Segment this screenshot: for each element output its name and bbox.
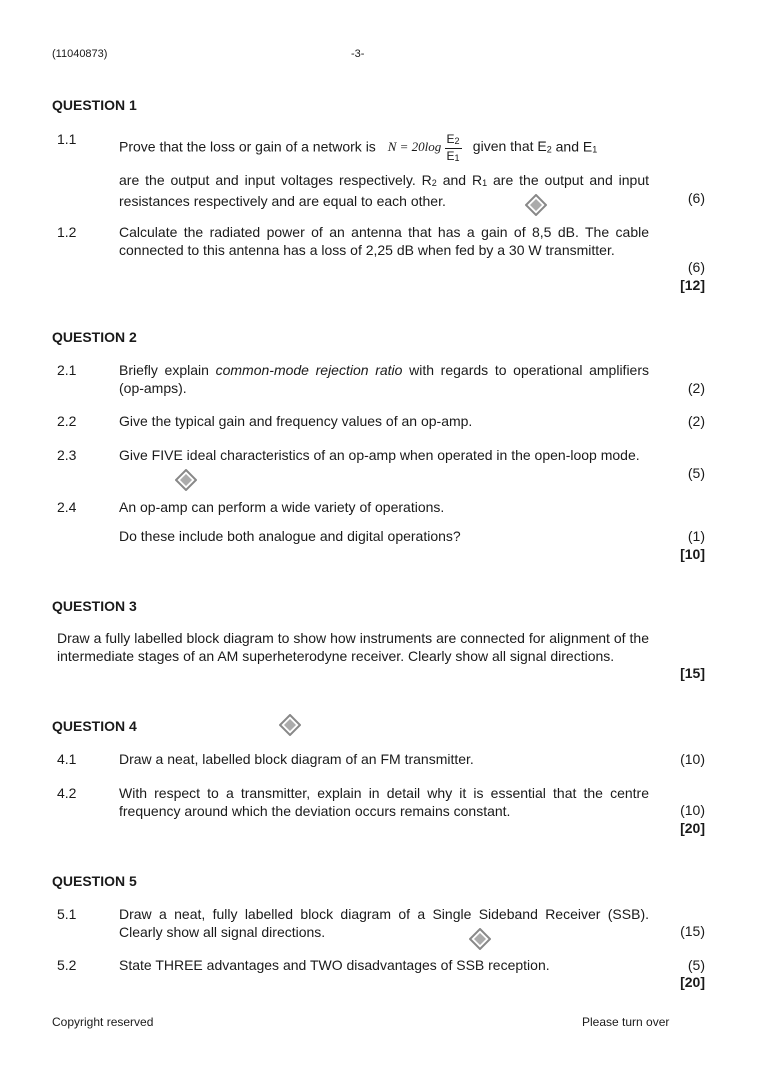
- e1-sub: 1: [592, 144, 598, 155]
- item-5-2-number: 5.2: [57, 957, 77, 973]
- question-4-title: QUESTION 4: [52, 718, 137, 734]
- question-3-title: QUESTION 3: [52, 598, 137, 614]
- item-5-1-text: Draw a neat, fully labelled block diagram of a Single Sideband Receiver (SSB). Clearly show all signal directions.: [119, 906, 649, 940]
- item-2-1-mark: (2): [687, 380, 705, 396]
- item-1-1-number: 1.1: [57, 131, 77, 147]
- question-2-total: [10]: [680, 546, 705, 562]
- formula-denominator-sub: 1: [454, 153, 460, 163]
- footer-copyright: Copyright reserved: [52, 1015, 154, 1029]
- question-4-total: [20]: [680, 820, 705, 836]
- item-2-2-number: 2.2: [57, 413, 77, 429]
- item-2-3-mark: (5): [687, 465, 705, 481]
- item-2-2-text: Give the typical gain and frequency values of an op-amp.: [119, 413, 473, 429]
- question-5-total: [20]: [680, 974, 705, 990]
- item-1-1-mark: (6): [687, 190, 705, 206]
- item-2-2-mark: (2): [687, 413, 705, 429]
- item-1-1-line2-b: and R: [436, 172, 483, 188]
- item-2-1-number: 2.1: [57, 362, 77, 378]
- diamond-watermark-icon: [469, 928, 491, 950]
- exam-code: (11040873): [52, 48, 108, 60]
- diamond-watermark-icon: [525, 194, 547, 216]
- question-5-title: QUESTION 5: [52, 873, 137, 889]
- item-5-1-number: 5.1: [57, 906, 77, 922]
- diamond-watermark-icon: [175, 469, 197, 491]
- question-3-text: Draw a fully labelled block diagram to show how instruments are connected for alignment of the intermediate stages of an AM superheterodyne receiver. Clearly show all signal directions.: [57, 630, 649, 664]
- formula-fraction: [445, 132, 462, 165]
- item-1-1-text-b: given that E: [472, 138, 547, 155]
- item-1-1-first-line: [119, 132, 659, 165]
- item-5-2-text: State THREE advantages and TWO disadvantages of SSB reception.: [119, 957, 550, 973]
- item-4-1-number: 4.1: [57, 751, 77, 767]
- item-1-1-second-line: [119, 172, 649, 210]
- item-2-4-mark: (1): [687, 528, 705, 544]
- r1-sub: 1: [482, 178, 488, 188]
- item-1-1-line2-c: are the output and input resistances respectively and are equal to each other.: [119, 172, 649, 209]
- item-2-1-emphasis: common-mode rejection ratio: [215, 362, 403, 378]
- item-2-4-text-2: Do these include both analogue and digital operations?: [119, 528, 461, 544]
- item-1-1-text-c: and E: [551, 138, 593, 155]
- item-2-1-text-a: Briefly explain: [119, 362, 216, 378]
- item-5-1-mark: (15): [680, 923, 705, 939]
- item-2-1-text-b: with regards to operational amplifiers (op-amps).: [119, 362, 650, 396]
- item-4-2-number: 4.2: [57, 785, 77, 801]
- item-1-2-number: 1.2: [57, 224, 77, 240]
- r2-sub: 2: [431, 178, 437, 188]
- item-1-2-text: Calculate the radiated power of an antenna that has a gain of 8,5 dB. The cable connected to this antenna has a loss of 2,25 dB when fed by a 30 W transmitter.: [119, 224, 649, 258]
- page-number: -3-: [351, 48, 365, 60]
- formula-n: N = 20log: [387, 139, 442, 155]
- item-4-1-text: Draw a neat, labelled block diagram of an FM transmitter.: [119, 751, 474, 767]
- footer-turn-over: Please turn over: [582, 1015, 670, 1029]
- item-5-2-mark: (5): [687, 957, 705, 973]
- question-1-total: [12]: [680, 277, 705, 293]
- item-2-3-number: 2.3: [57, 447, 77, 463]
- item-1-2-mark: (6): [687, 259, 705, 275]
- item-1-1-line2-a: are the output and input voltages respectively. R: [119, 172, 432, 188]
- question-3-total: [15]: [680, 665, 705, 681]
- item-4-2-mark: (10): [680, 802, 705, 818]
- question-1-title: QUESTION 1: [52, 97, 137, 113]
- item-4-1-mark: (10): [680, 751, 705, 767]
- diamond-watermark-icon: [279, 714, 301, 736]
- formula: [387, 132, 465, 163]
- item-2-1-text: [119, 362, 649, 397]
- formula-denominator: E: [446, 149, 455, 163]
- item-2-3-text: Give FIVE ideal characteristics of an op-amp when operated in the open-loop mode.: [119, 447, 640, 463]
- question-2-title: QUESTION 2: [52, 329, 137, 345]
- item-2-4-number: 2.4: [57, 499, 77, 515]
- formula-numerator-sub: 2: [454, 136, 460, 146]
- item-1-1-text-a: Prove that the loss or gain of a network is: [119, 138, 376, 155]
- item-2-4-text: An op-amp can perform a wide variety of operations.: [119, 499, 445, 515]
- item-4-2-text: With respect to a transmitter, explain in detail why it is essential that the centre frequency around which the deviation occurs remains constant.: [119, 785, 649, 819]
- formula-numerator: E: [446, 132, 455, 146]
- e2-sub: 2: [546, 144, 552, 155]
